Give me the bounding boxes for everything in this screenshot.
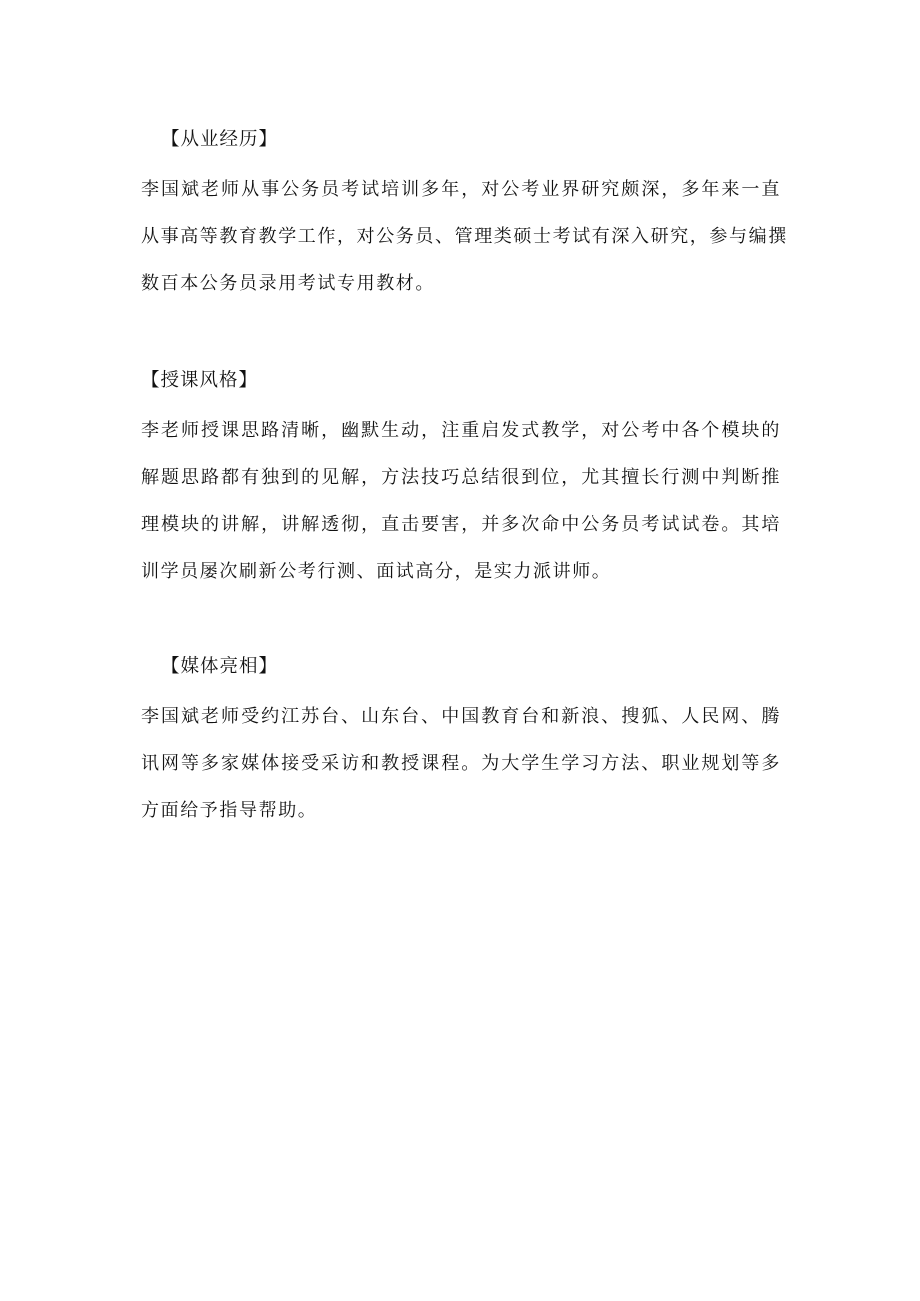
paragraph-line: 方面给予指导帮助。 (141, 800, 318, 821)
section-heading: 【媒体亮相】 (161, 656, 279, 677)
paragraph-line: 李老师授课思路清晰，幽默生动，注重启发式教学，对公考中各个模块的 (141, 420, 781, 441)
section-paragraph (141, 407, 781, 595)
section-career-experience (141, 128, 788, 307)
paragraph-line: 李国斌老师从事公务员考试培训多年，对公考业界研究颇深，多年来一直 (141, 179, 781, 200)
paragraph-line: 解题思路都有独到的见解，方法技巧总结很到位，尤其擅长行测中判断推 (141, 467, 781, 488)
paragraph-line: 训学员屡次刷新公考行测、面试高分，是实力派讲师。 (141, 561, 612, 582)
section-paragraph (141, 166, 788, 307)
section-heading: 【从业经历】 (161, 129, 279, 150)
paragraph-line: 理模块的讲解，讲解透彻，直击要害，并多次命中公务员考试试卷。其培 (141, 514, 781, 535)
section-teaching-style (141, 369, 781, 595)
paragraph-line: 数百本公务员录用考试专用教材。 (141, 273, 435, 294)
paragraph-line: 讯网等多家媒体接受采访和教授课程。为大学生学习方法、职业规划等多 (141, 753, 781, 774)
paragraph-line: 从事高等教育教学工作，对公务员、管理类硕士考试有深入研究，参与编撰 (141, 226, 788, 247)
section-paragraph (141, 693, 781, 834)
section-media-appearances (141, 655, 781, 834)
section-heading: 【授课风格】 (141, 370, 259, 391)
paragraph-line: 李国斌老师受约江苏台、山东台、中国教育台和新浪、搜狐、人民网、腾 (141, 706, 781, 727)
